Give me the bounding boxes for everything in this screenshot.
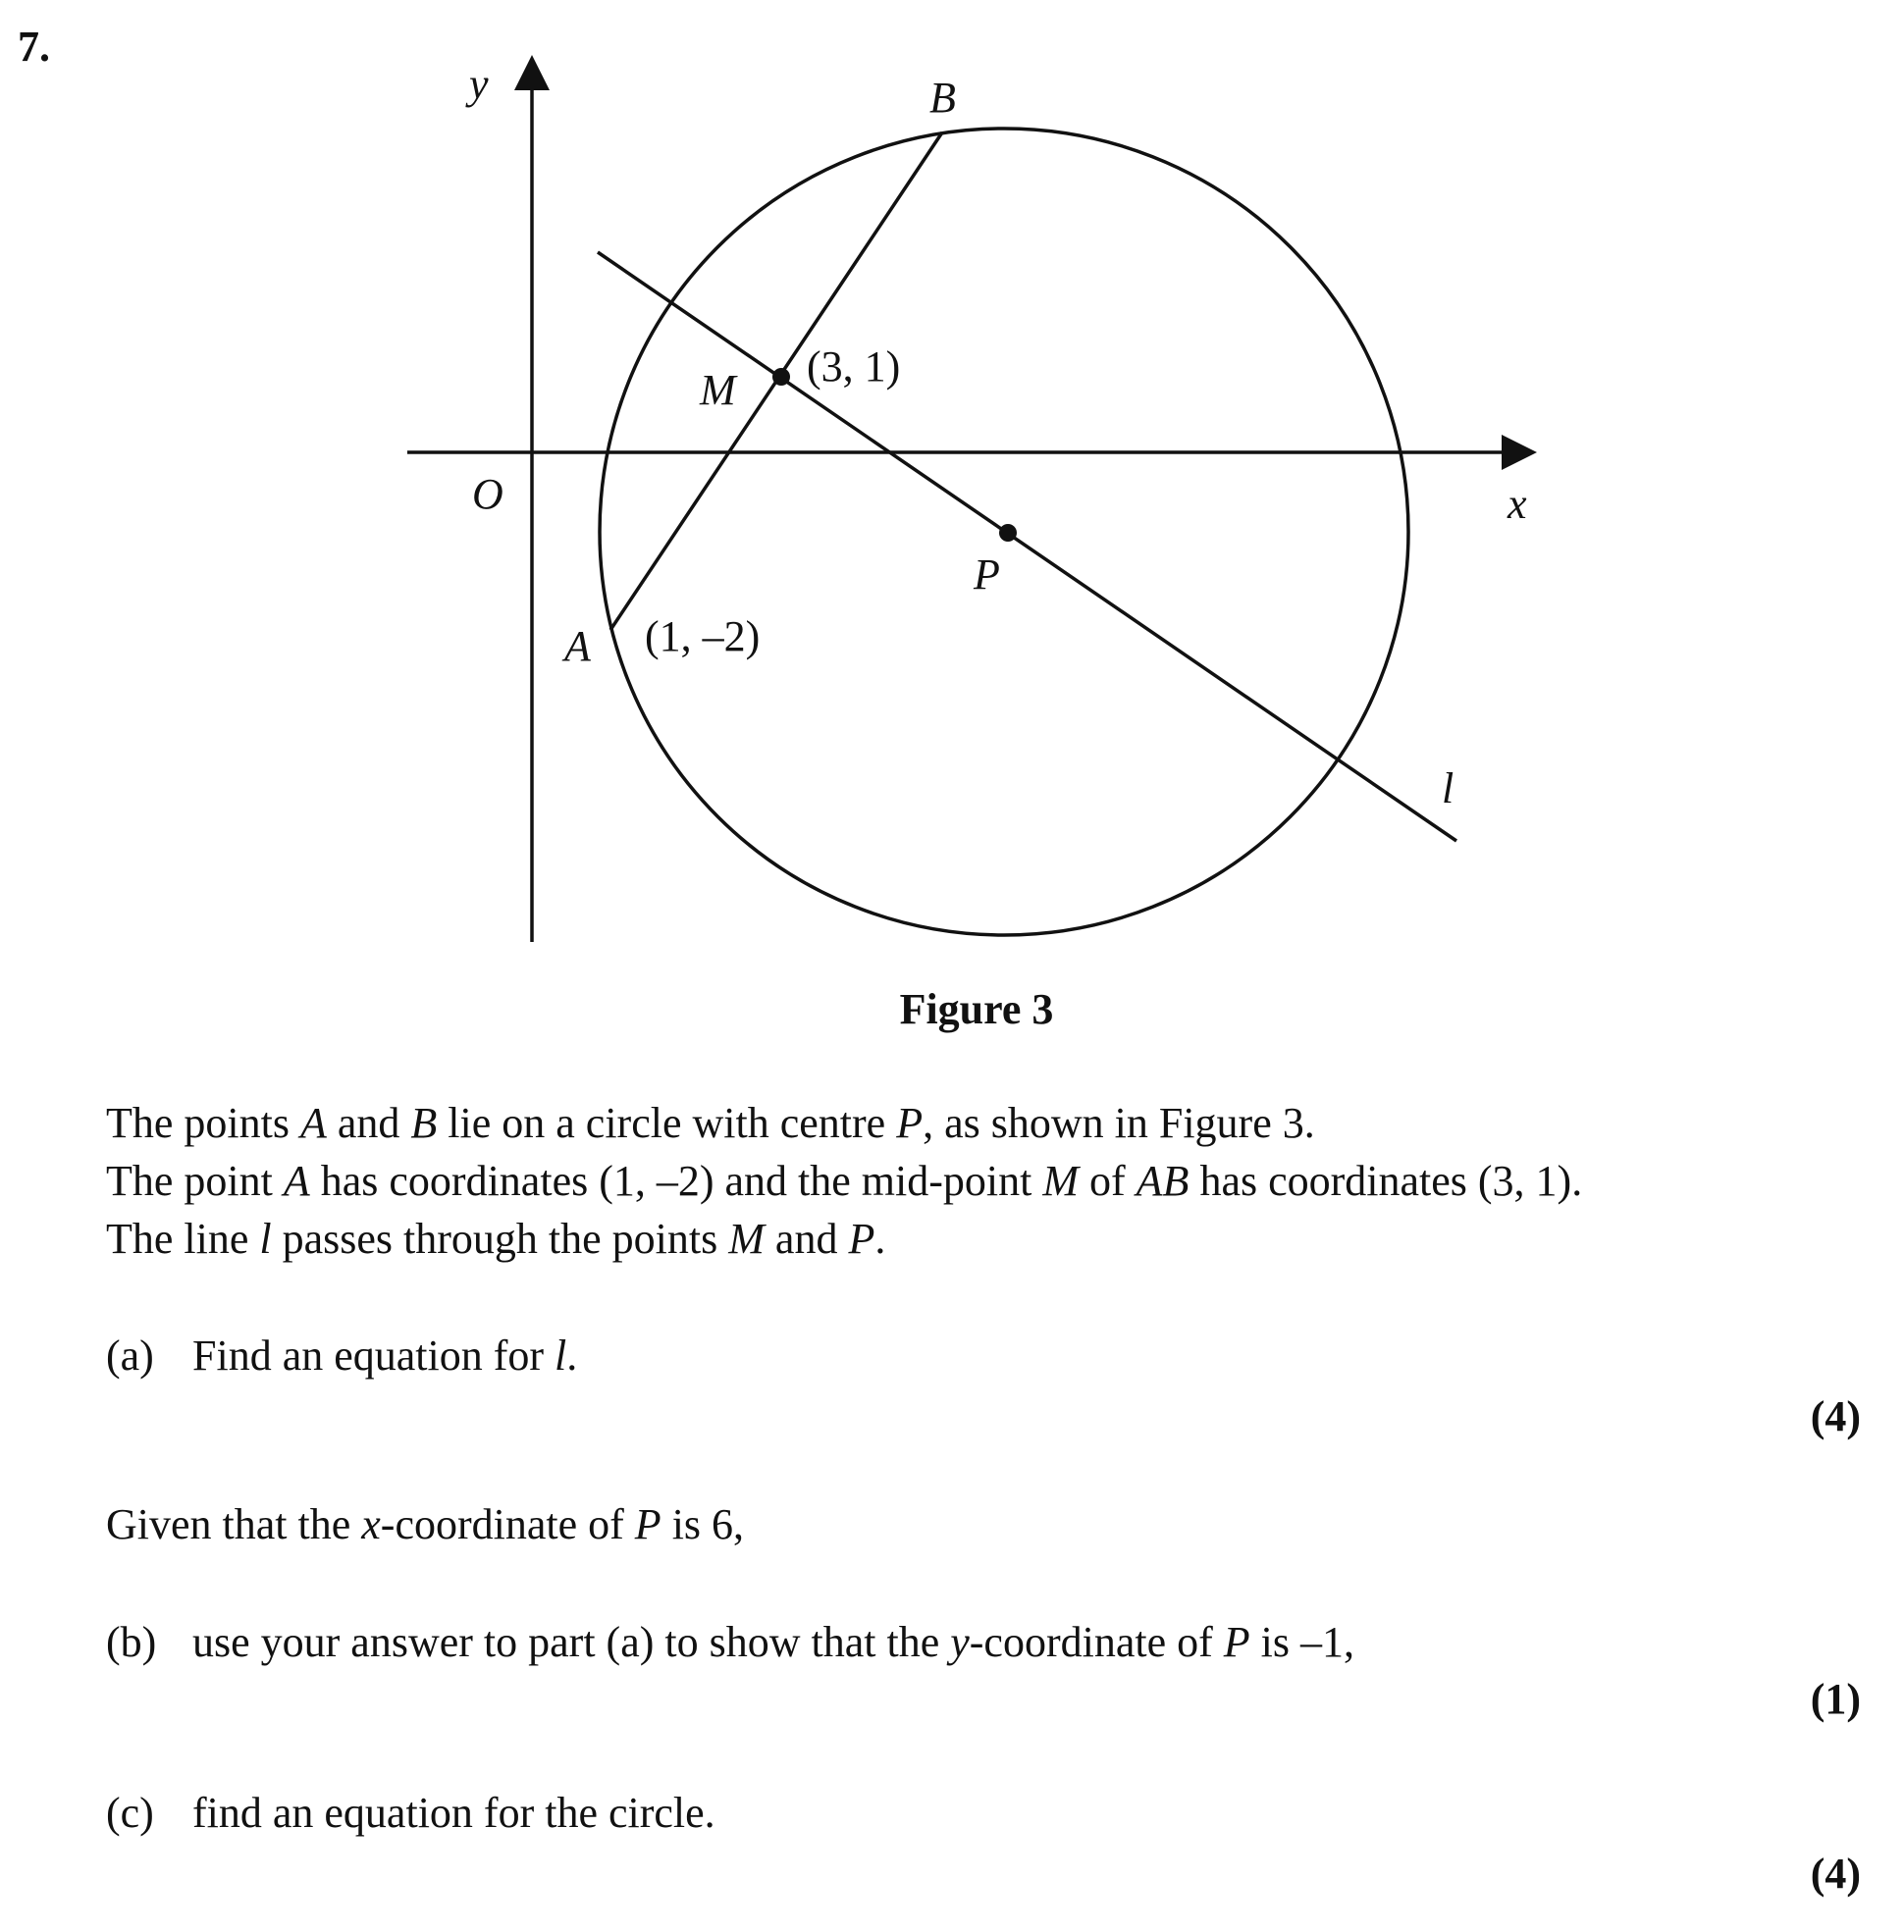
point-A-coordinates: (1, –2)	[645, 612, 761, 660]
origin-label: O	[472, 470, 503, 518]
line-l	[598, 252, 1456, 841]
question-intro	[106, 1094, 1582, 1268]
part-b-marks: (1)	[1810, 1675, 1861, 1723]
part-c-marks: (4)	[1810, 1850, 1861, 1898]
line-l-label: l	[1442, 764, 1454, 812]
y-axis-arrowhead	[514, 55, 550, 90]
intro-line-1: The points A and B lie on a circle with centre P, as shown in Figure 3.	[106, 1099, 1315, 1147]
intro-line-3: The line l passes through the points M and P.	[106, 1215, 886, 1263]
given-statement: Given that the x-coordinate of P is 6,	[106, 1500, 745, 1548]
part-b: (b) use your answer to part (a) to show that the y-coordinate of P is –1,	[106, 1618, 1355, 1666]
point-M-coordinates: (3, 1)	[807, 342, 901, 391]
point-P-label: P	[974, 550, 1000, 599]
x-axis-arrowhead	[1502, 435, 1537, 470]
part-a-label: (a)	[106, 1332, 154, 1380]
x-axis-label: x	[1507, 480, 1527, 528]
part-a: (a) Find an equation for l.	[106, 1332, 578, 1380]
point-M-dot	[772, 368, 790, 386]
point-P-dot	[999, 524, 1017, 542]
point-M-label: M	[700, 366, 736, 414]
y-axis-label: y	[469, 60, 489, 108]
point-B-label: B	[929, 74, 956, 122]
question-number: 7.	[18, 23, 50, 71]
part-c-label: (c)	[106, 1789, 154, 1837]
intro-line-2: The point A has coordinates (1, –2) and the mid-point M of AB has coordinates (3, 1).	[106, 1157, 1583, 1205]
point-A-label: A	[564, 622, 591, 670]
figure-caption: Figure 3	[899, 985, 1054, 1033]
part-a-marks: (4)	[1810, 1392, 1861, 1440]
part-c: (c) find an equation for the circle.	[106, 1789, 715, 1837]
part-b-label: (b)	[106, 1618, 157, 1666]
